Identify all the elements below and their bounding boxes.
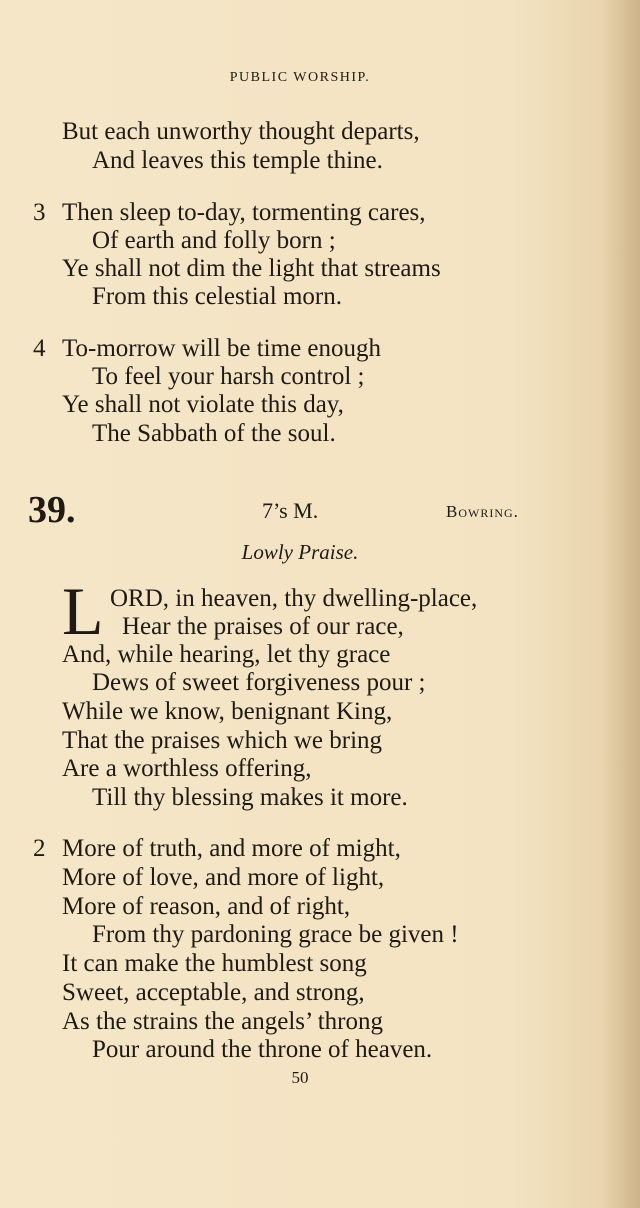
- verse-line: And, while hearing, let thy grace: [62, 641, 391, 668]
- verse-line: Ye shall not violate this day,: [62, 391, 344, 418]
- stanza-number: 3: [33, 199, 46, 226]
- verse-line: Pour around the throne of heaven.: [92, 1036, 433, 1063]
- stanza-number: 4: [33, 335, 46, 362]
- verse-line: Are a worthless offering,: [62, 755, 312, 782]
- verse-line: The Sabbath of the soul.: [92, 420, 336, 447]
- verse-line: To-morrow will be time enough: [62, 335, 382, 362]
- verse-line: As the strains the angels’ throng: [62, 1008, 383, 1035]
- verse-line: Then sleep to-day, tormenting cares,: [62, 199, 426, 226]
- verse-line: While we know, benignant King,: [62, 698, 393, 725]
- verse-line: From thy pardoning grace be given !: [92, 921, 459, 948]
- verse-line: That the praises which we bring: [62, 727, 383, 754]
- hymn-title: Lowly Praise.: [241, 540, 359, 564]
- stanza-number: 2: [33, 835, 46, 862]
- verse-line: But each unworthy thought departs,: [62, 118, 420, 145]
- page-number: 50: [291, 1068, 309, 1087]
- verse-line: It can make the humblest song: [62, 950, 367, 977]
- hymn-number: 39.: [28, 489, 76, 531]
- verse-line: Hear the praises of our race,: [122, 613, 404, 640]
- verse-line: From this celestial morn.: [92, 283, 342, 310]
- verse-line: ORD, in heaven, thy dwelling-place,: [110, 585, 478, 612]
- verse-line: And leaves this temple thine.: [92, 147, 383, 174]
- verse-line: More of love, and more of light,: [62, 864, 385, 891]
- verse-line: To feel your harsh control ;: [92, 363, 365, 390]
- hymn-meter: 7’s M.: [262, 498, 319, 523]
- verse-line: Sweet, acceptable, and strong,: [62, 979, 365, 1006]
- verse-line: Ye shall not dim the light that streams: [62, 255, 441, 282]
- hymn-tune: Bowring.: [446, 502, 519, 521]
- verse-line: More of truth, and more of might,: [62, 835, 401, 862]
- verse-line: Of earth and folly born ;: [92, 227, 336, 254]
- running-head: PUBLIC WORSHIP.: [229, 70, 371, 85]
- verse-line: More of reason, and of right,: [62, 893, 351, 920]
- drop-cap: L: [62, 573, 104, 649]
- verse-line: Till thy blessing makes it more.: [92, 784, 408, 811]
- verse-line: Dews of sweet forgiveness pour ;: [92, 669, 426, 696]
